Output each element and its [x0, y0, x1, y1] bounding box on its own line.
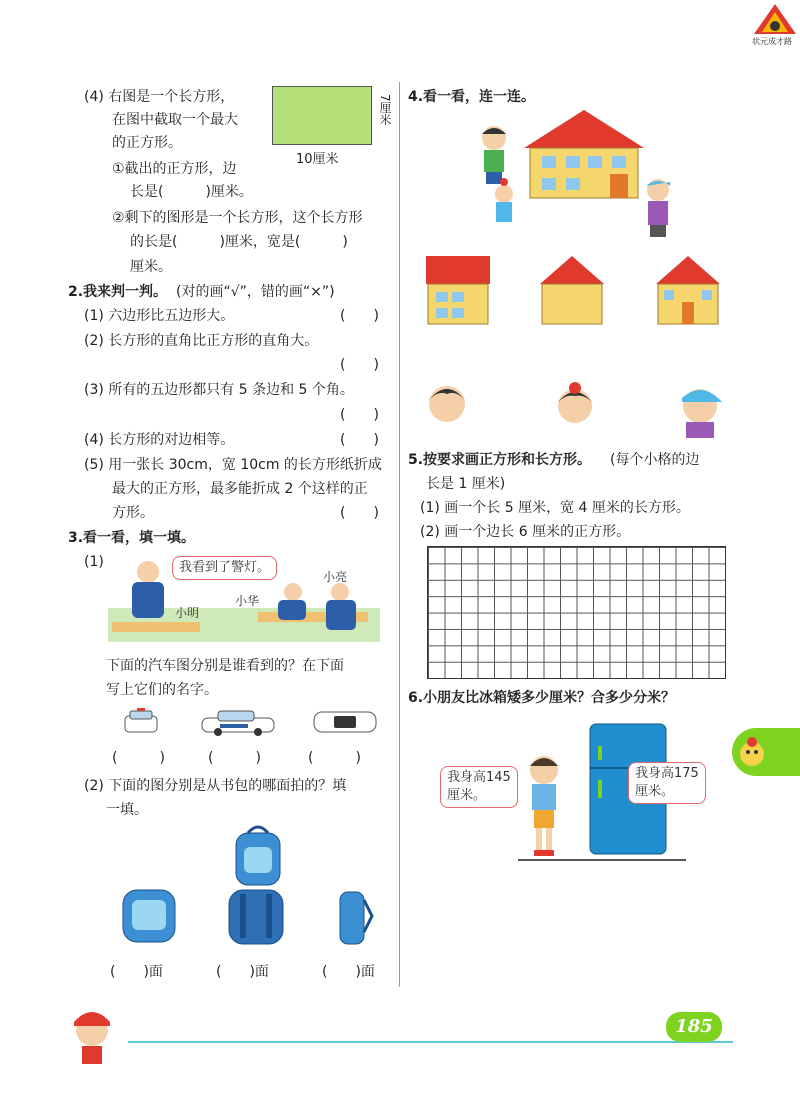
q2-item3: (3) 所有的五边形都只有 5 条边和 5 个角。	[84, 382, 354, 398]
q3-p1-text-l2: 写上它们的名字。	[106, 682, 218, 698]
q6-title: 6.小朋友比冰箱矮多少厘米？合多少分米？	[408, 690, 676, 706]
q5-note-l1: (每个小格的边	[610, 452, 700, 468]
car-side-icon	[200, 708, 276, 736]
q3-p2-l1: (2) 下面的图分别是从书包的哪面拍的？填	[84, 778, 347, 794]
rect-height-label: 7厘米	[378, 94, 392, 126]
mascot-icon	[62, 1004, 122, 1066]
q2-item5-l1: (5) 用一张长 30cm，宽 10cm 的长方形纸折成	[84, 457, 382, 473]
q2-item5-paren[interactable]: ( )	[340, 505, 379, 521]
q6-boy-icon	[524, 752, 568, 860]
q3-p1-text-l1: 下面的汽车图分别是谁看到的？在下面	[106, 658, 344, 674]
q4-kid-right-icon	[640, 176, 676, 240]
q4-face-boy-1-icon	[426, 380, 468, 424]
column-divider	[399, 82, 400, 987]
q4-main-house-icon	[520, 108, 648, 200]
q3-speech-bubble: 我看到了警灯。	[172, 556, 277, 580]
q2-item1-paren[interactable]: ( )	[340, 308, 379, 324]
q6-speech-boy-l1: 我身高145	[447, 770, 511, 785]
q3-face-blank-1[interactable]: ( )面	[110, 964, 163, 980]
q2-note: (对的画“√”，错的画“×”)	[176, 284, 335, 300]
q3-name-xiaoming: 小明	[175, 606, 200, 620]
q1-4-sub1-line2: 长是( )厘米。	[130, 184, 253, 200]
q1-4-line1: (4) 右图是一个长方形，	[84, 89, 235, 105]
q4-title: 4.看一看，连一连。	[408, 89, 536, 105]
q3-name-xiaoliang: 小亮	[323, 570, 348, 584]
q6-speech-fridge-l1: 我身高175	[635, 766, 699, 781]
q3-p2-l2: 一填。	[106, 802, 148, 818]
backpack-front-icon	[120, 884, 178, 946]
q1-4-sub2-line1: ②剩下的图形是一个长方形，这个长方形	[112, 210, 363, 226]
q2-item3-paren[interactable]: ( )	[340, 407, 379, 423]
q2-title: 2.我来判一判。	[68, 284, 168, 300]
backpack-reference-icon	[232, 825, 284, 887]
q4-kid-left-icon	[476, 124, 516, 240]
page-number: 185	[666, 1012, 722, 1042]
q3-title: 3.看一看，填一填。	[68, 530, 196, 546]
footer-rule	[128, 1041, 733, 1043]
corner-logo-text: 状元成才路	[752, 37, 792, 46]
rect-width-label: 10厘米	[296, 152, 339, 167]
q1-4-sub2-line3: 厘米。	[130, 259, 172, 275]
q2-item4: (4) 长方形的对边相等。	[84, 432, 235, 448]
q2-item2-paren[interactable]: ( )	[340, 357, 379, 373]
q1-4-line2: 在图中截取一个最大	[112, 112, 238, 128]
q3-face-blank-3[interactable]: ( )面	[322, 964, 375, 980]
car-top-icon	[312, 708, 378, 736]
q6-floor-line	[518, 859, 686, 861]
q5-item1: (1) 画一个长 5 厘米，宽 4 厘米的长方形。	[420, 500, 690, 516]
q6-speech-fridge	[628, 762, 706, 804]
backpack-side-icon	[330, 886, 376, 948]
q4-house-view-1-icon	[424, 254, 492, 326]
q2-item5-l2: 最大的正方形，最多能折成 2 个这样的正	[112, 481, 368, 497]
q5-note-l2: 长是 1 厘米)	[426, 476, 506, 492]
q4-house-view-3-icon	[654, 254, 722, 326]
q4-house-view-2-icon	[538, 254, 606, 326]
q5-item2: (2) 画一个边长 6 厘米的正方形。	[420, 524, 631, 540]
q3-p1-label: (1)	[84, 554, 104, 570]
q1-4-sub2-line2: 的长是( )厘米，宽是( )	[130, 234, 348, 250]
chick-icon	[734, 734, 770, 770]
q2-item1: (1) 六边形比五边形大。	[84, 308, 235, 324]
q2-item2: (2) 长方形的直角比正方形的直角大。	[84, 333, 319, 349]
q2-item4-paren[interactable]: ( )	[340, 432, 379, 448]
q6-speech-boy-l2: 厘米。	[447, 788, 487, 803]
q4-face-boy-2-icon	[678, 380, 722, 438]
q3-car-blank-3[interactable]: ( )	[308, 750, 361, 766]
green-rectangle	[272, 86, 372, 145]
q6-speech-fridge-l2: 厘米。	[635, 784, 675, 799]
car-front-icon	[122, 708, 160, 736]
q5-drawing-grid[interactable]	[427, 546, 726, 679]
q3-car-blank-2[interactable]: ( )	[208, 750, 261, 766]
q1-4-sub1-line1: ①截出的正方形，边	[112, 161, 237, 177]
q1-4-line3: 的正方形。	[112, 135, 182, 151]
q4-face-girl-icon	[554, 380, 596, 426]
q5-title: 5.按要求画正方形和长方形。	[408, 452, 592, 468]
q3-face-blank-2[interactable]: ( )面	[216, 964, 269, 980]
q6-speech-boy	[440, 766, 518, 808]
q3-name-xiaohua: 小华	[235, 594, 260, 608]
q2-item5-l3: 方形。	[112, 505, 154, 521]
backpack-back-icon	[226, 884, 286, 948]
q3-car-blank-1[interactable]: ( )	[112, 750, 165, 766]
